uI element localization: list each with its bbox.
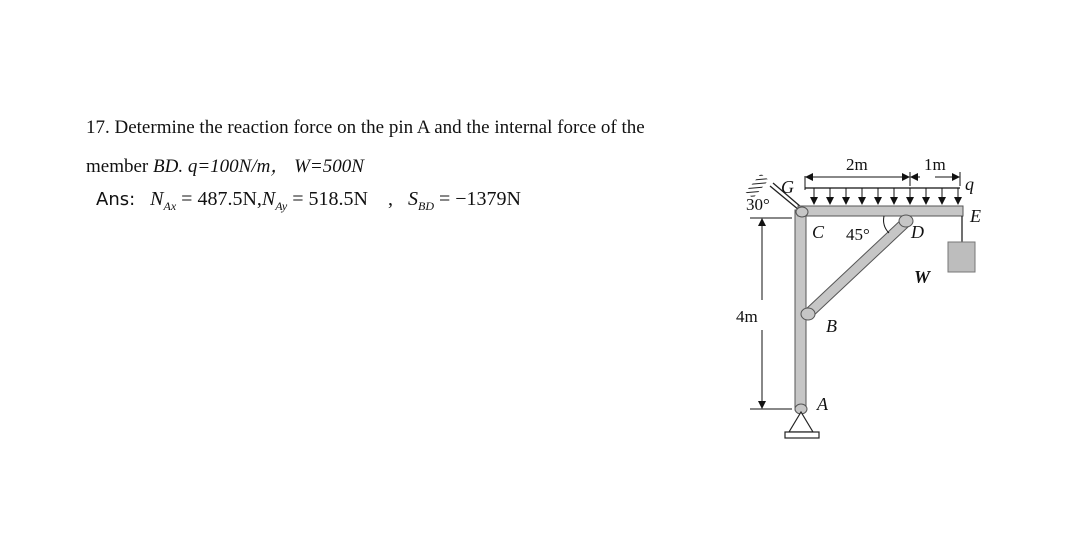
label-q: q: [965, 174, 974, 194]
nax-symbol: N: [150, 188, 164, 210]
label-30-degrees: 30°: [746, 195, 770, 214]
label-d: D: [911, 222, 924, 242]
pin-g: [796, 207, 808, 217]
given-values: . q=100N/m， W=500N: [178, 156, 364, 177]
label-4m: 4m: [736, 307, 758, 326]
angle-45-arc: [884, 216, 889, 233]
dimension-top: [805, 172, 960, 190]
nay-subscript: Ay: [275, 199, 288, 213]
problem-line-2-prefix: member: [86, 156, 154, 177]
distributed-load: [805, 188, 960, 204]
nay-symbol: N: [261, 188, 276, 210]
member-name: BD: [153, 156, 179, 177]
label-c: C: [812, 222, 825, 242]
label-e: E: [970, 206, 981, 226]
nax-value: = 487.5N,: [181, 188, 262, 210]
horizontal-beam: [798, 206, 963, 216]
nay-value: = 518.5N: [292, 188, 368, 210]
sbd-subscript: BD: [417, 199, 434, 213]
weight-block: [948, 242, 975, 272]
sbd-value: = −1379N: [438, 188, 521, 210]
label-1m: 1m: [924, 155, 946, 174]
sbd-symbol: S: [407, 188, 418, 210]
answer-separator: ,: [387, 188, 393, 210]
label-45-degrees: 45°: [846, 225, 870, 244]
label-b: B: [826, 316, 837, 336]
pin-support-a: [785, 412, 819, 438]
pin-b: [801, 308, 815, 320]
label-g: G: [781, 177, 794, 197]
answer-label: Ans:: [96, 189, 136, 210]
label-2m: 2m: [846, 155, 868, 174]
label-a: A: [817, 394, 828, 414]
nax-subscript: Ax: [163, 199, 177, 213]
problem-line-1: 17. Determine the reaction force on the pin A and the internal force of the: [86, 117, 645, 138]
label-w: W: [914, 267, 931, 287]
